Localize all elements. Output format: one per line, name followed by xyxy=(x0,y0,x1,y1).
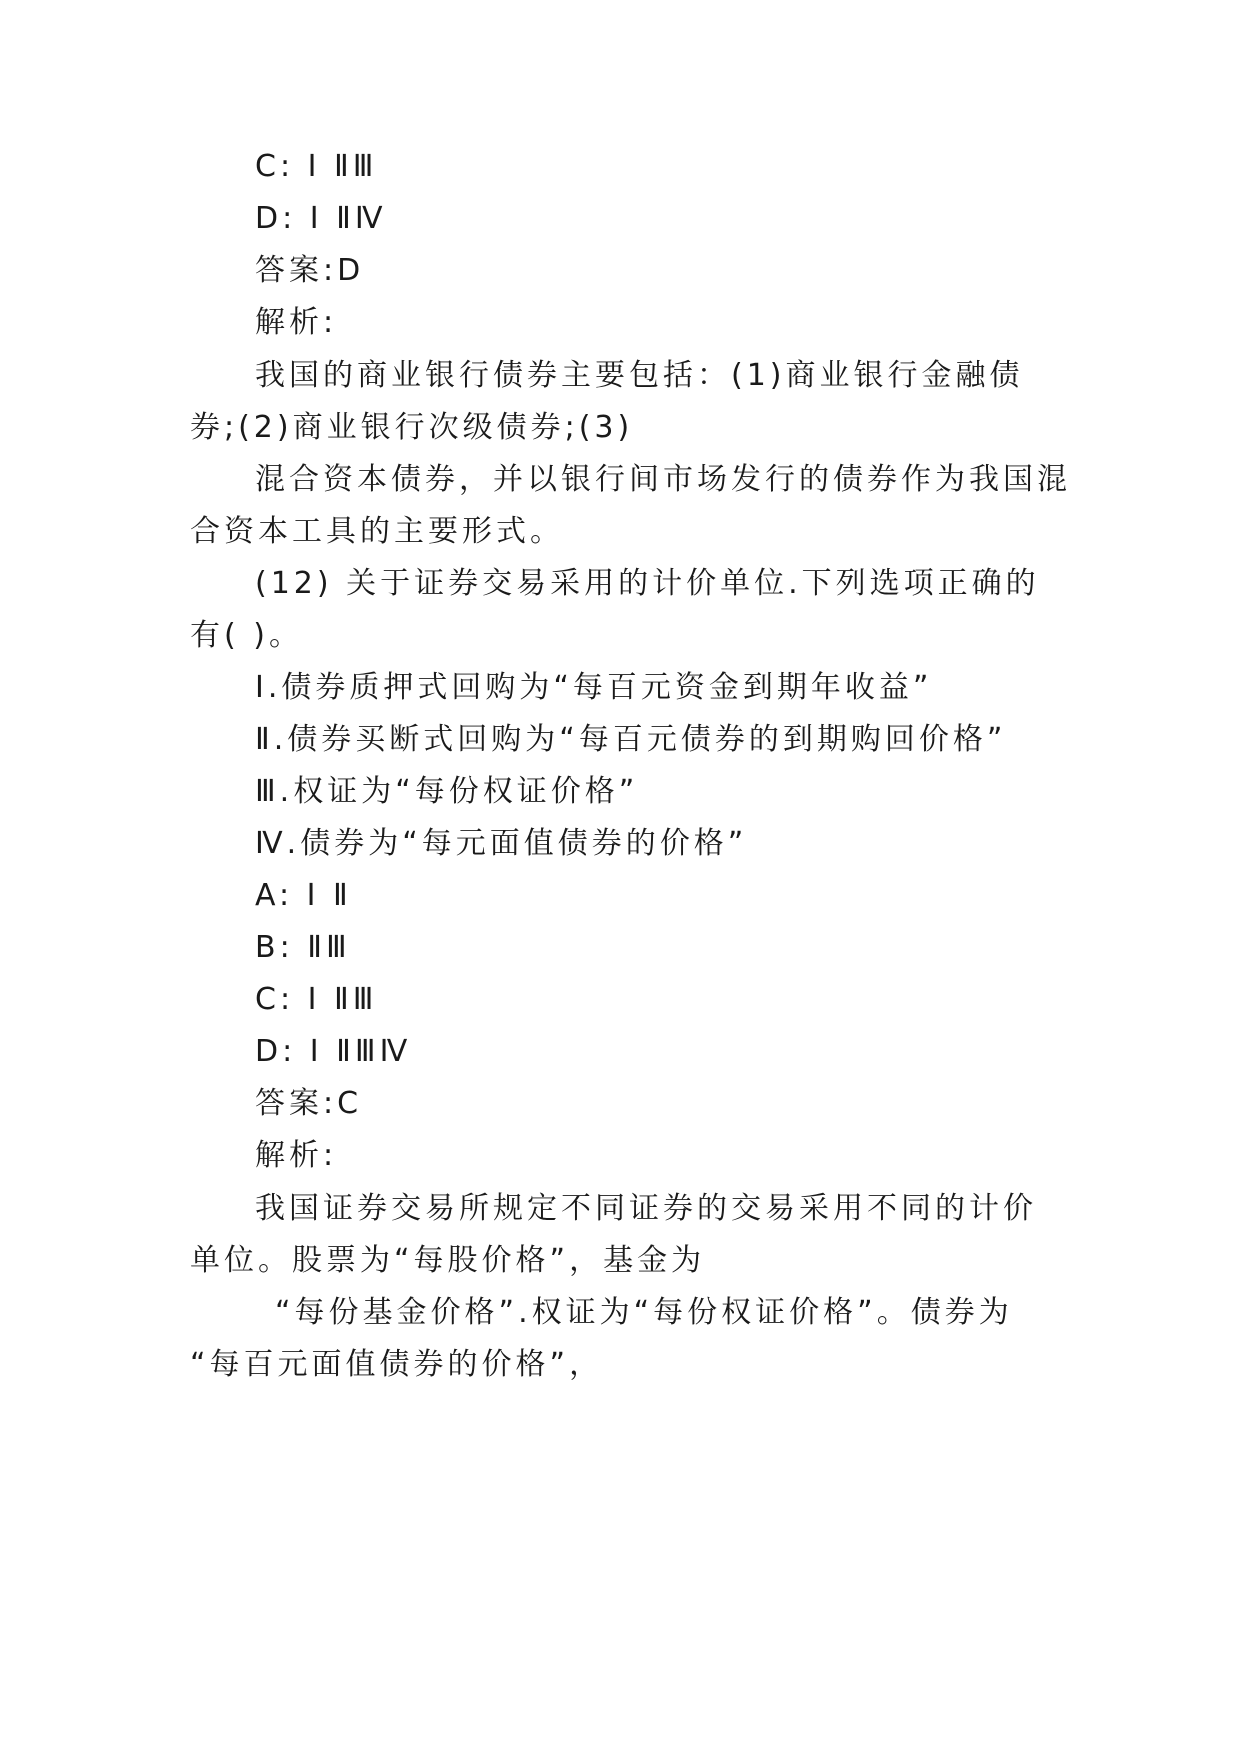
q12-option-a: A: Ⅰ Ⅱ xyxy=(255,878,352,913)
q12-analysis-line-3: “每份基金价格”.权证为“每份权证价格”。债券为 xyxy=(275,1295,1013,1330)
q12-item-3: Ⅲ.权证为“每份权证价格” xyxy=(255,774,639,809)
q11-option-d: D: Ⅰ ⅡⅣ xyxy=(255,201,387,236)
q11-option-c: C: Ⅰ ⅡⅢ xyxy=(255,149,378,184)
q11-analysis-line-3: 混合资本债券，并以银行间市场发行的债券作为我国混 xyxy=(255,462,1071,497)
q12-option-b: B: ⅡⅢ xyxy=(255,930,351,965)
q12-analysis-line-2: 单位。股票为“每股价格”，基金为 xyxy=(190,1243,706,1278)
q12-answer: 答案:C xyxy=(255,1086,363,1121)
q12-stem-line-1: (12) 关于证券交易采用的计价单位.下列选项正确的 xyxy=(255,566,1040,601)
q12-item-1: Ⅰ.债券质押式回购为“每百元资金到期年收益” xyxy=(255,670,933,705)
q12-item-4: Ⅳ.债券为“每元面值债券的价格” xyxy=(255,826,748,861)
q11-analysis-label: 解析: xyxy=(255,305,338,340)
q11-analysis-line-2: 券;(2)商业银行次级债券;(3) xyxy=(190,410,634,445)
q11-analysis-line-1: 我国的商业银行债券主要包括：(1)商业银行金融债 xyxy=(255,358,1024,393)
q11-analysis-line-4: 合资本工具的主要形式。 xyxy=(190,514,564,549)
q12-option-c: C: Ⅰ ⅡⅢ xyxy=(255,982,378,1017)
q12-analysis-line-1: 我国证券交易所规定不同证券的交易采用不同的计价 xyxy=(255,1191,1037,1226)
q12-stem-line-2: 有( )。 xyxy=(190,618,303,653)
q12-item-2: Ⅱ.债券买断式回购为“每百元债券的到期购回价格” xyxy=(255,722,1007,757)
q12-analysis-line-4: “每百元面值债券的价格”， xyxy=(190,1347,604,1382)
q11-answer: 答案:D xyxy=(255,253,365,288)
q12-analysis-label: 解析: xyxy=(255,1138,338,1173)
q12-option-d: D: Ⅰ ⅡⅢⅣ xyxy=(255,1034,412,1069)
